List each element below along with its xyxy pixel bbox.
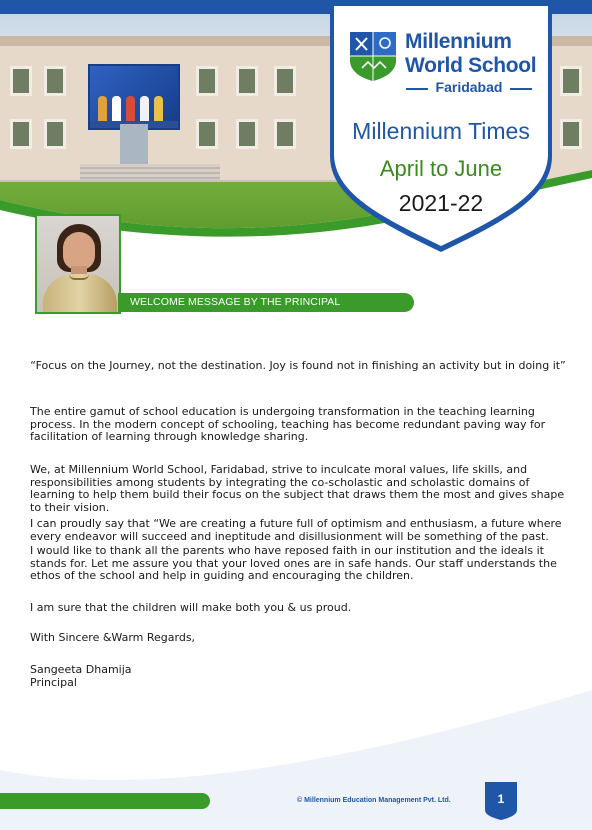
principal-portrait: [35, 214, 121, 314]
letter-paragraph-4: I would like to thank all the parents who have reposed faith in our institution and the ideals it stands for. Let me assure you that your loved ones are in safe hands. Our staff understands the ethos of the school and help in guiding and encouraging the children.: [30, 544, 557, 583]
copyright-text: © Millennium Education Management Pvt. Ltd.: [297, 797, 451, 804]
school-crest-logo-icon: [348, 30, 398, 82]
letter-paragraph-5: I am sure that the children will make both you & us proud.: [30, 601, 352, 614]
newsletter-year: 2021-22: [398, 190, 484, 216]
brand-city: Faridabad: [435, 79, 503, 95]
newsletter-period: April to June: [379, 156, 503, 181]
principal-quote: “Focus on the Journey, not the destination. Joy is found not in finishing an activity but in doing it”: [30, 359, 566, 372]
letter-paragraph-3: I can proudly say that “We are creating a future full of optimism and enthusiasm, a future where every endeavor will succeed and ineptitude and disillusionment will be something of the past.: [30, 517, 562, 543]
newsletter-title: Millennium Times: [352, 118, 530, 144]
section-heading: WELCOME MESSAGE BY THE PRINCIPAL: [130, 296, 341, 308]
brand-name-line1: Millennium: [405, 30, 512, 53]
brand-name-line2: World School: [405, 54, 537, 77]
page-number: 1: [497, 792, 505, 806]
signatory-name: Sangeeta Dhamija: [30, 663, 132, 676]
footer-green-bar: [0, 793, 210, 809]
signatory-title: Principal: [30, 676, 77, 689]
letter-paragraph-2: We, at Millennium World School, Faridabad, strive to inculcate moral values, life skills, and responsibilities among students by integrating the co-scholastic and scholastic domains of learning to help them build their focus on the subject that draws them the most and gives shape to their vision.: [30, 463, 565, 514]
building-banner: [88, 64, 180, 130]
letter-closing: With Sincere &Warm Regards,: [30, 631, 196, 644]
letter-paragraph-1: The entire gamut of school education is undergoing transformation in the teaching learning process. In the modern concept of schooling, teaching has become redundant paving way for facilitation of learning through knowledge sharing.: [30, 405, 546, 444]
